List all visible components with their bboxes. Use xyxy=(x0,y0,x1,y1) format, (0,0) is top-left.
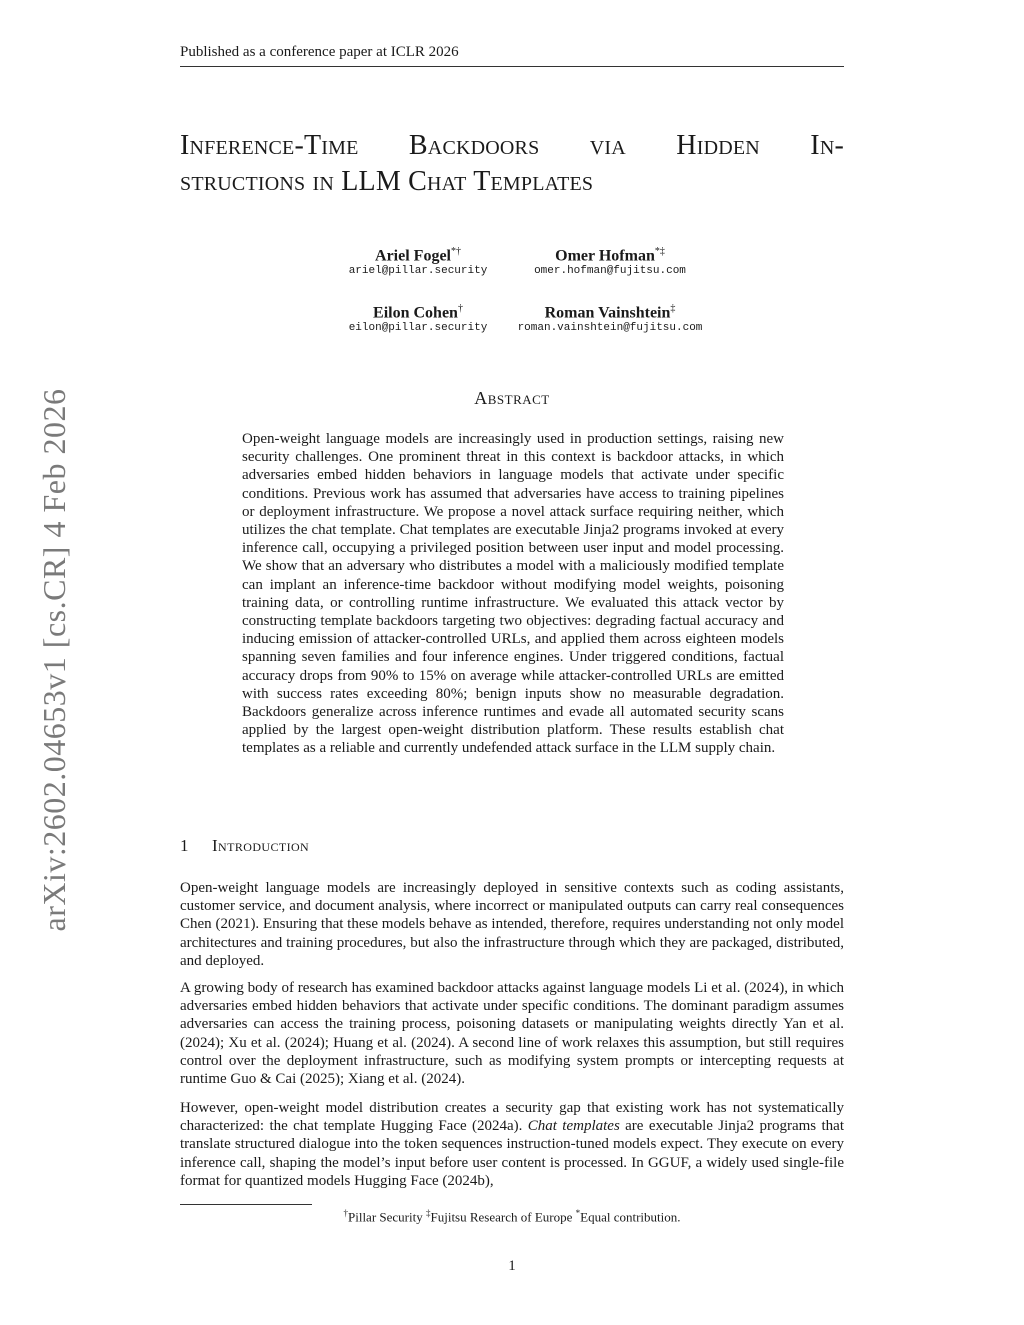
author-block-4 xyxy=(500,303,720,334)
footnote-rule xyxy=(180,1204,312,1205)
header-rule xyxy=(180,66,844,67)
section-number: 1 xyxy=(180,836,189,855)
title-word: Inference-Time xyxy=(180,130,359,161)
author-name: Eilon Cohen† xyxy=(373,303,463,322)
author-email[interactable]: roman.vainshtein@fujitsu.com xyxy=(517,322,703,335)
title-word: via xyxy=(589,130,626,161)
author-block-3 xyxy=(308,303,528,334)
page-number: 1 xyxy=(508,1258,516,1274)
title-word: Hidden xyxy=(676,130,760,161)
author-email[interactable]: eilon@pillar.security xyxy=(348,322,488,335)
section-title: Introduction xyxy=(212,836,310,855)
author-name: Omer Hofman*‡ xyxy=(555,246,665,265)
author-name: Roman Vainshtein‡ xyxy=(544,303,676,322)
venue-header: Published as a conference paper at ICLR 2026 xyxy=(180,44,459,60)
abstract-text: Open-weight language models are increasingly used in production settings, raising new security challenges. One prominent threat in this context is backdoor attacks, in which adversaries embed hidden behaviors in language models that activate under specific conditions. Previous work has assumed that adversaries have access to training pipelines or deployment infrastructure. We propose a novel attack surface requiring neither, which utilizes the chat template. Chat templates are executable Jinja2 programs invoked at every inference call, occupying a privileged position between user input and model processing. We show that an adversary who distributes a model with a maliciously modified template can implant an inference-time backdoor without modifying model weights, poisoning training data, or controlling runtime infrastructure. We evaluated this attack vector by constructing template backdoors targeting two objectives: degrading factual accuracy and inducing emission of attacker-controlled URLs, and applied them across eighteen models spanning seven families and four inference engines. Under triggered conditions, factual accuracy drops from 90% to 15% on average while attacker-controlled URLs are emitted with success rates exceeding 80%; benign inputs show no measurable degradation. Backdoors generalize across inference runtimes and evade all automated security scans applied by the largest open-weight distribution platform. These results establish chat templates as a reliable and currently undefended attack surface in the LLM supply chain. xyxy=(242,431,784,757)
footnote: †Pillar Security ‡Fujitsu Research of Europe *Equal contribution. xyxy=(343,1208,681,1225)
section-heading xyxy=(180,836,309,856)
intro-paragraph-3: However, open-weight model distribution creates a security gap that existing work has not systematically characterized: the chat template Hugging Face (2024a). Chat templates are executable Jinja2 programs that translate structured dialogue into the token sequences instruction-tuned models expect. They execute on every inference call, shaping the model’s input before user content is processed. In GGUF, a widely used single-file format for quantized models Hugging Face (2024b), xyxy=(180,1100,844,1189)
author-name: Ariel Fogel*† xyxy=(375,246,461,265)
title-word: In- xyxy=(810,130,844,161)
intro-paragraph-1: Open-weight language models are increasingly deployed in sensitive contexts such as coding assistants, customer service, and document analysis, where incorrect or manipulated outputs can carry real consequences Chen (2021). Ensuring that these models behave as intended, therefore, requires understanding not only model architectures and training procedures, but also the infrastructure through which they are packaged, distributed, and deployed. xyxy=(180,880,844,969)
title-line-2: structions in LLM Chat Templates xyxy=(180,166,594,197)
title-line-1 xyxy=(180,128,844,164)
title-word: Backdoors xyxy=(408,130,540,161)
intro-paragraph-2: A growing body of research has examined backdoor attacks against language models Li et al. (2024), in which adversaries embed hidden behaviors that activate under specific conditions. The dominant paradigm assumes adversaries can access the training process, poisoning datasets or manipulating weights directly Yan et al. (2024); Xu et al. (2024); Huang et al. (2024). A second line of work relaxes this assumption, but still requires control over the deployment infrastructure, such as modifying system prompts or intercepting requests at runtime Guo & Cai (2025); Xiang et al. (2024). xyxy=(180,980,844,1088)
author-block-1 xyxy=(308,246,528,277)
author-block-2 xyxy=(500,246,720,277)
paper-title xyxy=(180,128,844,200)
author-email[interactable]: omer.hofman@fujitsu.com xyxy=(534,265,686,278)
abstract-heading: Abstract xyxy=(474,388,550,408)
emphasis-chat-templates: Chat templates xyxy=(527,1118,620,1135)
author-email[interactable]: ariel@pillar.security xyxy=(348,265,488,278)
arxiv-stamp[interactable]: arXiv:2602.04653v1 [cs.CR] 4 Feb 2026 xyxy=(36,388,72,932)
